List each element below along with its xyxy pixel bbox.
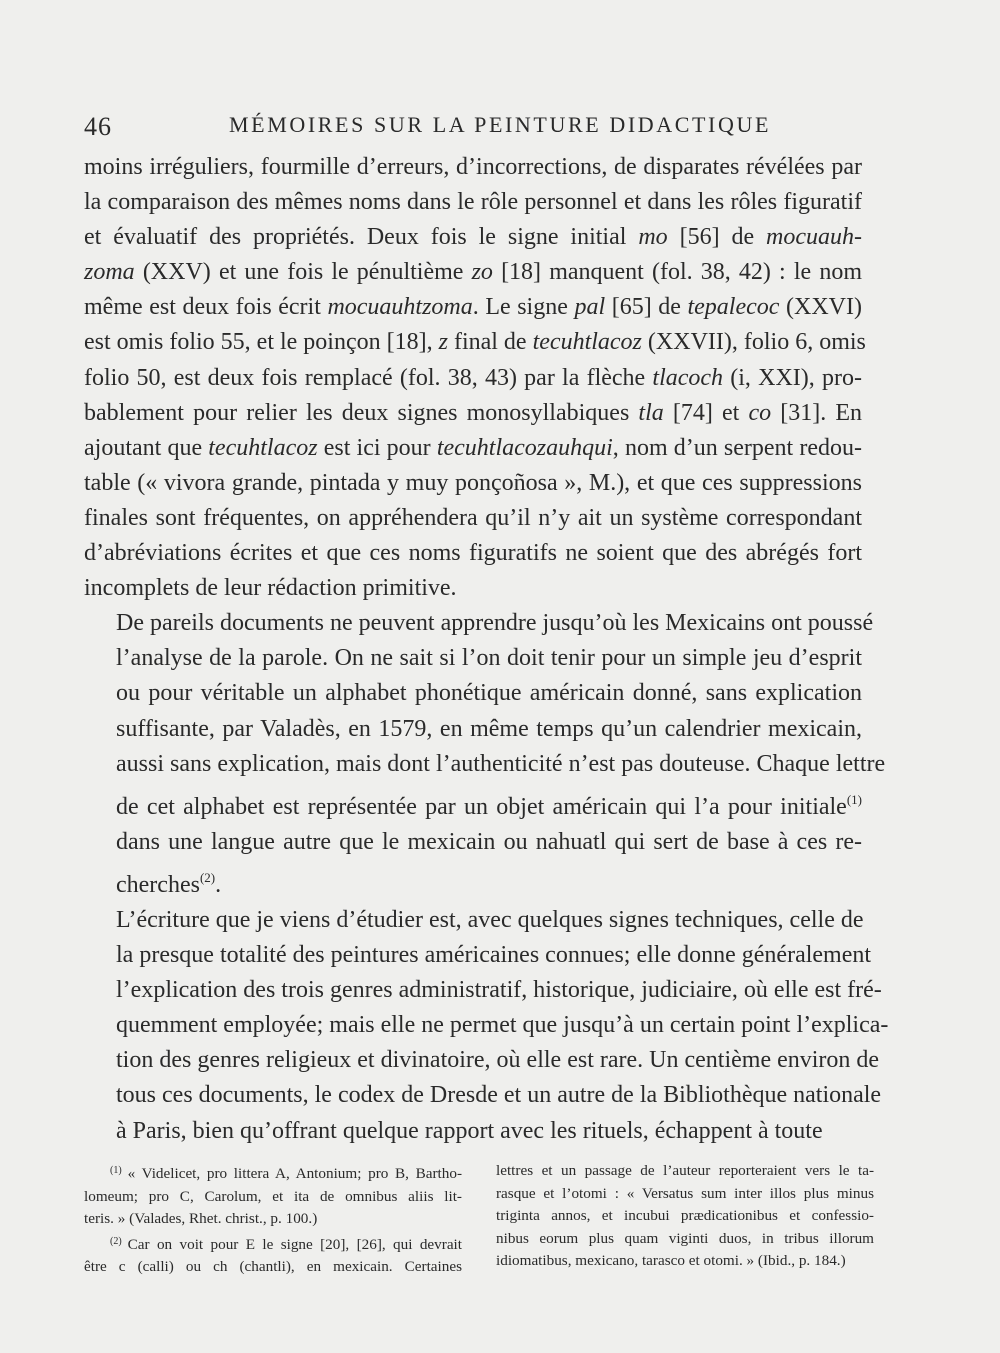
text-line: même est deux fois écrit mocuauhtzoma. Le signe pal [65] de tepalecoc (XXVI) — [84, 294, 862, 321]
text-line: table (« vivora grande, pintada y muy ponçoñosa », M.), et que ces suppressions — [84, 469, 862, 496]
paragraph-1 — [84, 150, 866, 606]
text-line: d’abréviations écrites et que ces noms figuratifs ne soient que des abrégés fort — [84, 540, 862, 567]
text-line: incomplets de leur rédaction primitive. — [84, 575, 457, 602]
text-line: ajoutant que tecuhtlacoz est ici pour tecuhtlacozauhqui, nom d’un serpent redou- — [84, 434, 862, 461]
text-line: la presque totalité des peintures américaines connues; elle donne généralement — [116, 942, 872, 969]
text-line: suffisante, par Valadès, en 1579, en même temps qu’un calendrier mexicain, — [116, 715, 862, 742]
footnote-marker: (1) — [110, 1165, 122, 1176]
text-line: folio 50, est deux fois remplacé (fol. 38, 43) par la flèche tlacoch (i, XXI), pro- — [84, 364, 862, 391]
text-line: De pareils documents ne peuvent apprendre jusqu’où les Mexicains ont poussé — [116, 610, 874, 637]
footnote-line: lettres et un passage de l’auteur reporteraient vers le ta- — [496, 1162, 874, 1179]
text-line: ou pour véritable un alphabet phonétique américain donné, sans explication — [116, 680, 862, 707]
text-line: finales sont fréquentes, on appréhendera qu’il n’y ait un système correspondant — [84, 504, 862, 531]
text-line: bablement pour relier les deux signes monosyllabiques tla [74] et co [31]. En — [84, 399, 863, 426]
text-line: est omis folio 55, et le poinçon [18], z final de tecuhtlacoz (XXVII), folio 6, omis — [84, 329, 866, 356]
text-line: de cet alphabet est représentée par un objet américain qui l’a pour initiale$^{(1)}$ — [116, 791, 862, 820]
footnote-marker: (2) — [110, 1235, 122, 1247]
footnote-line: être c (calli) ou ch (chantli), en mexicain. Certaines — [84, 1258, 462, 1275]
text-line: dans une langue autre que le mexicain ou nahuatl qui sert de base à ces re- — [116, 828, 862, 855]
text-line: L’écriture que je viens d’étudier est, avec quelques signes techniques, celle de — [116, 906, 864, 933]
text-line: et évaluatif des propriétés. Deux fois le signe initial mo [56] de mocuauh- — [84, 224, 863, 251]
text-line: tion des genres religieux et divinatoire, où elle est rare. Un centième environ de — [116, 1047, 880, 1074]
footnote-line: teris. » (Valades, Rhet. christ., p. 100.) — [84, 1210, 318, 1227]
footnote-line: nibus eorum plus quam viginti duos, in tribus illorum — [496, 1229, 874, 1247]
footnote-line: lomeum; pro C, Carolum, et ita de omnibus aliis lit- — [84, 1187, 462, 1205]
footnote-line: $^{(2)}$ Car on voit pour E le signe [20], [26], qui devrait — [110, 1235, 462, 1253]
footnote-line: rasque et l’otomi : « Versatus sum inter illos plus minus — [496, 1184, 874, 1202]
text-line: l’explication des trois genres administratif, historique, judiciaire, où elle est fré- — [116, 977, 882, 1004]
footnote-line: $^{(1)}$ « Videlicet, pro littera A, Antonium; pro B, Bartho- — [110, 1165, 462, 1182]
text-line: quemment employée; mais elle ne permet que jusqu’à un certain point l’explica- — [116, 1012, 889, 1039]
running-title: MÉMOIRES SUR LA PEINTURE DIDACTIQUE — [229, 112, 771, 137]
paragraph-3 — [84, 903, 889, 1149]
footnote-line: idiomatibus, mexicano, tarasco et otomi. » (Ibid., p. 184.) — [496, 1252, 846, 1269]
text-line: tous ces documents, le codex de Dresde et un autre de la Bibliothèque nationale — [116, 1082, 882, 1109]
text-line: cherches$^{(2)}$. — [116, 869, 222, 898]
running-head — [84, 112, 864, 144]
footnote-column-left — [84, 1160, 462, 1279]
footnote-ref-2[interactable]: (2) — [199, 869, 216, 885]
text-line: aussi sans explication, mais dont l’authenticité n’est pas douteuse. Chaque lettre — [116, 750, 886, 777]
paragraph-2 — [84, 606, 886, 903]
footnote-line: triginta annos, et incubui prædicationibus et confessio- — [496, 1207, 874, 1224]
footnote-ref-1[interactable]: (1) — [846, 791, 862, 807]
page-number: 46 — [84, 112, 112, 141]
text-line: la comparaison des mêmes noms dans le rôle personnel et dans les rôles figuratif — [84, 189, 862, 216]
text-line: zoma (XXV) et une fois le pénultième zo [18] manquent (fol. 38, 42) : le nom — [84, 259, 862, 286]
body-text — [84, 150, 889, 1149]
text-line: à Paris, bien qu’offrant quelque rapport avec les rituels, échappent à toute — [116, 1117, 823, 1144]
text-line: moins irréguliers, fourmille d’erreurs, d’incorrections, de disparates révélées par — [84, 154, 862, 180]
text-line: l’analyse de la parole. On ne sait si l’on doit tenir pour un simple jeu d’esprit — [116, 645, 862, 672]
footnote-column-right — [496, 1160, 874, 1273]
